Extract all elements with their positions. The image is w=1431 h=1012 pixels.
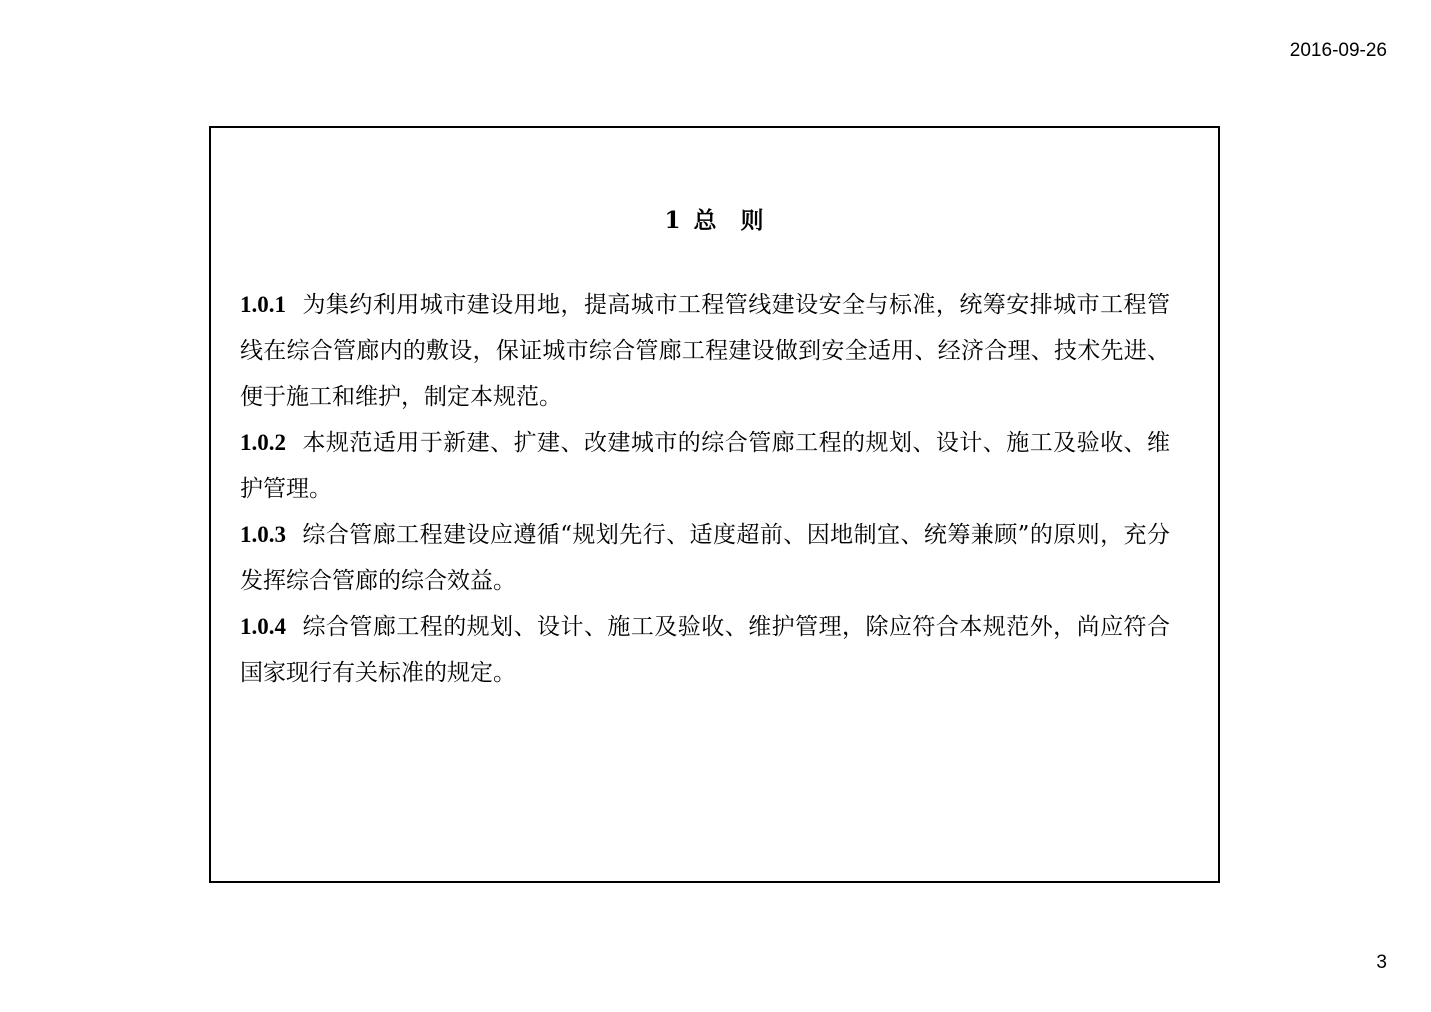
clause-number: 1.0.2	[240, 430, 286, 455]
chapter-number: 1	[664, 207, 682, 234]
clause-text: 综合管廊工程建设应遵循“规划先行、适度超前、因地制宜、统筹兼顾”的原则，充分发挥综合管廊的综合效益。	[240, 522, 1170, 594]
document-date: 2016-09-26	[1289, 40, 1387, 61]
clause-list	[240, 282, 1170, 696]
clause-1-0-1	[240, 282, 1170, 420]
clause-text: 综合管廊工程的规划、设计、施工及验收、维护管理，除应符合本规范外，尚应符合国家现行有关标准的规定。	[240, 614, 1170, 686]
clause-text: 本规范适用于新建、扩建、改建城市的综合管廊工程的规划、设计、施工及验收、维护管理。	[240, 430, 1170, 502]
clause-number: 1.0.1	[240, 292, 286, 317]
clause-text: 为集约利用城市建设用地，提高城市工程管线建设安全与标准，统筹安排城市工程管线在综合管廊内的敷设，保证城市综合管廊工程建设做到安全适用、经济合理、技术先进、便于施工和维护，制定本规范。	[240, 292, 1170, 410]
clause-1-0-4	[240, 604, 1170, 696]
content-frame	[209, 126, 1220, 883]
clause-1-0-3	[240, 512, 1170, 604]
page-number: 3	[1376, 952, 1387, 973]
chapter-title	[211, 206, 1218, 236]
clause-number: 1.0.4	[240, 614, 286, 639]
clause-number: 1.0.3	[240, 522, 286, 547]
chapter-name: 总 则	[693, 207, 765, 234]
clause-1-0-2	[240, 420, 1170, 512]
